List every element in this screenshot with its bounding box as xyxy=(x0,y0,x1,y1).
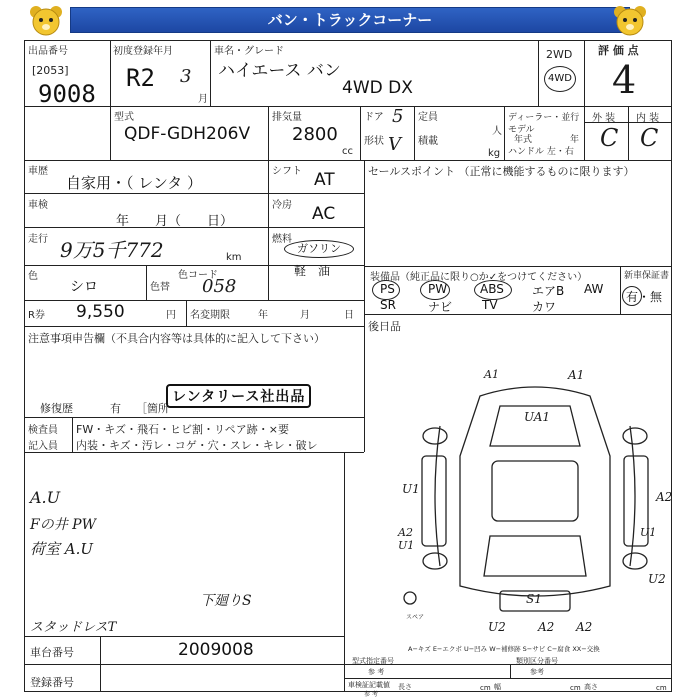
fuel-label: 燃料 xyxy=(272,234,292,245)
damage-mark-u1-right: U1 xyxy=(640,526,657,539)
car-name: ハイエース バン xyxy=(218,61,341,81)
damage-legend: A−キズ E−エクボ U−凹み W−補修跡 S−サビ C−腐食 XX−交換 xyxy=(408,645,600,653)
equip-leather: カワ xyxy=(532,300,557,314)
checker-row-interior: 内装・キズ・汚レ・コゲ・穴・スレ・キレ・破レ xyxy=(76,439,318,452)
cert-values-label: 車検証記載値 xyxy=(348,681,390,689)
registration-month-unit: 月 xyxy=(198,94,208,105)
checker-label: 検査員 xyxy=(28,425,58,436)
handwritten-note-2: Fの井 PW xyxy=(30,517,96,533)
after-market-label: 後日品 xyxy=(368,320,401,333)
fuel-oil-option: 油 xyxy=(318,264,331,278)
equip-sr: SR xyxy=(380,298,396,312)
damage-mark-a2-right: A2 xyxy=(656,490,673,504)
equipment-label: 装備品（純正品に限り○か✓をつけてください） xyxy=(370,272,588,283)
warranty-label: 新車保証書 xyxy=(624,271,670,281)
inspection-label: 車検 xyxy=(28,200,48,211)
history-value: 自家用・（ レンタ ） xyxy=(66,174,203,192)
width-label: 幅 xyxy=(494,683,501,691)
rental-lease-stamp: レンタリース社出品 xyxy=(166,384,311,408)
car-name-label: 車名・グレード xyxy=(214,46,284,57)
damage-mark-u2-right: U2 xyxy=(648,572,666,586)
repair-place-label: ［箇所 xyxy=(136,402,169,415)
load-unit: kg xyxy=(488,148,501,159)
inspection-value: 年 月（ 日） xyxy=(116,214,234,229)
bear-mascot-left-icon xyxy=(28,4,64,38)
lot-number: 9008 xyxy=(38,80,96,108)
shape-value: V xyxy=(388,134,401,155)
repair-history-label: 修復歴 xyxy=(40,402,73,415)
handwritten-note-5: スタッドレスT xyxy=(30,620,117,635)
damage-mark-a2-rear-right: A2 xyxy=(576,620,593,634)
damage-mark-ua1-hood: UA1 xyxy=(524,410,551,424)
handwritten-note-4: 下廻りS xyxy=(200,593,252,609)
damage-mark-a1-front-left: A1 xyxy=(484,368,499,381)
doors-label: ドア xyxy=(364,112,384,123)
checker-row-exterior: FW・キズ・飛石・ヒビ割・リペア跡・×要 xyxy=(76,423,289,436)
color-code: 058 xyxy=(202,276,237,297)
recycle-fee-value: 9,550 xyxy=(76,302,125,322)
year-unit: 年 xyxy=(570,135,580,145)
class-number-ref: 参考 xyxy=(530,668,544,676)
height-unit: cm xyxy=(656,684,667,692)
warranty-yes-circle xyxy=(622,286,642,306)
displacement-label: 排気量 xyxy=(272,112,302,123)
model-code: QDF-GDH206V xyxy=(124,124,251,144)
equip-navi: ナビ xyxy=(428,300,453,314)
equip-abs: ABS xyxy=(480,282,504,296)
length-label: 長さ xyxy=(398,683,412,691)
chassis-label: 車台番号 xyxy=(30,646,74,659)
damage-mark-a1-front-right: A1 xyxy=(568,368,585,382)
lot-number-label: 出品番号 xyxy=(28,46,68,57)
notes-label: 注意事項申告欄（不具合内容等は具体的に記入して下さい） xyxy=(28,332,325,345)
sales-point-label: セールスポイント （正常に機能するものに限ります） xyxy=(368,165,635,178)
damage-mark-a2-rear: A2 xyxy=(538,620,555,634)
shift-value: AT xyxy=(314,170,335,190)
fuel-gasoline-circled: ガソリン xyxy=(284,240,354,258)
model-year-label: モデル xyxy=(508,125,535,135)
width-unit: cm xyxy=(570,684,581,692)
mileage-label: 走行 xyxy=(28,234,48,245)
exterior-grade: C xyxy=(600,124,619,152)
equip-ps-circle xyxy=(372,280,400,300)
drive-2wd-label: 2WD xyxy=(546,48,573,61)
score-value: 4 xyxy=(612,58,637,102)
repair-history-value: 有 xyxy=(110,402,121,415)
damage-mark-a2u1-left: A2 U1 xyxy=(398,526,415,552)
equip-airbag: エアB xyxy=(532,284,565,298)
damage-mark-u2-rear: U2 xyxy=(488,620,506,634)
equip-aw: AW xyxy=(584,282,604,296)
first-registration-label: 初度登録年月 xyxy=(113,46,173,57)
aircon-label: 冷房 xyxy=(272,200,292,211)
displacement-unit: cc xyxy=(342,146,353,157)
registration-era-year: R2 xyxy=(126,64,155,92)
capacity-unit: 人 xyxy=(492,126,502,137)
color-change-label: 色替 xyxy=(150,282,170,293)
handwritten-note-1: A.U xyxy=(30,488,61,507)
model-label: 型式 xyxy=(114,112,134,123)
name-change-day-unit: 日 xyxy=(344,310,354,321)
spare-tire-label: スペア xyxy=(406,614,425,621)
cert-values-ref: 参 考 xyxy=(364,691,378,698)
fuel-light-option: 軽 xyxy=(294,264,307,278)
dealer-import-label: ディーラー・並行 xyxy=(508,113,580,123)
doors-value: 5 xyxy=(392,106,404,127)
interior-label: 内 装 xyxy=(636,113,660,124)
color-value: シロ xyxy=(70,279,98,295)
handwritten-note-3: 荷室 A.U xyxy=(30,540,94,558)
type-cert-ref: 参 考 xyxy=(368,668,385,676)
year-label: 年式 xyxy=(514,135,533,145)
name-change-month-unit: 月 xyxy=(300,310,310,321)
aircon-value: AC xyxy=(312,204,336,224)
lot-sub-number: [2053] xyxy=(32,64,69,77)
recycle-fee-label: R券 xyxy=(28,310,45,321)
type-cert-label: 型式指定番号 xyxy=(352,657,394,665)
length-unit: cm xyxy=(480,684,491,692)
shift-label: シフト xyxy=(272,166,302,177)
equip-pw: PW xyxy=(428,282,448,296)
mileage-unit: km xyxy=(226,252,242,263)
chassis-number: 2009008 xyxy=(178,640,254,660)
registration-number-label: 登録番号 xyxy=(30,676,74,689)
damage-mark-u1-left: U1 xyxy=(402,482,420,496)
displacement-value: 2800 xyxy=(292,124,338,145)
history-label: 車歴 xyxy=(28,166,48,177)
drive-4wd-circled: 4WD xyxy=(544,66,576,92)
bear-mascot-right-icon xyxy=(612,4,648,38)
registration-month: 3 xyxy=(180,66,192,87)
color-label: 色 xyxy=(28,271,38,282)
name-change-year-unit: 年 xyxy=(258,310,268,321)
mileage-value: 9万5千772 xyxy=(60,238,164,262)
warranty-value: 有・無 xyxy=(626,290,663,304)
score-label: 評 価 点 xyxy=(598,44,639,57)
equip-ps: PS xyxy=(380,282,395,296)
name-change-label: 名変期限 xyxy=(190,310,230,321)
equip-pw-circle xyxy=(420,280,450,300)
exterior-label: 外 装 xyxy=(592,113,616,124)
height-label: 高さ xyxy=(584,683,598,691)
class-number-label: 類別区分番号 xyxy=(516,657,558,665)
recorder-label: 記入員 xyxy=(28,441,58,452)
capacity-label: 定員 xyxy=(418,112,438,123)
shape-label: 形状 xyxy=(364,136,384,147)
equip-tv: TV xyxy=(482,298,498,312)
recycle-fee-unit: 円 xyxy=(166,310,176,321)
equip-abs-circle xyxy=(474,280,512,300)
color-code-label: 色コード xyxy=(178,270,218,281)
handle-side-label: ハンドル 左・右 xyxy=(508,147,574,157)
damage-mark-s1-rear: S1 xyxy=(526,592,542,606)
page-banner-title: バン・トラックコーナー xyxy=(70,7,630,33)
load-label: 積載 xyxy=(418,136,438,147)
interior-grade: C xyxy=(640,124,659,152)
car-grade: 4WD DX xyxy=(342,78,413,98)
